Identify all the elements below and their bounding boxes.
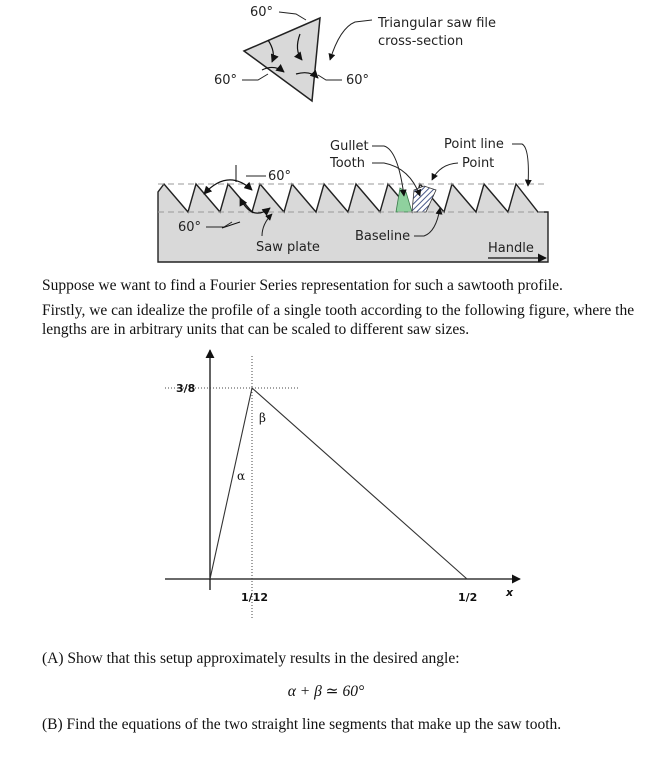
tooth-graph	[165, 350, 520, 620]
tooth-profile	[210, 388, 467, 579]
tooth-leader	[372, 163, 420, 196]
question-b: (B) Find the equations of the two straight line segments that make up the saw tooth.	[42, 716, 562, 733]
tooth-angle-upper-label: 60°	[268, 169, 292, 184]
angle-equation: α + β ≃ 60°	[287, 683, 365, 700]
baseline-label: Baseline	[355, 229, 411, 244]
tooth-label: Tooth	[330, 156, 365, 171]
beta-label: β	[259, 411, 266, 425]
file-label-leader	[330, 20, 372, 60]
tooth-angle-lower-label: 60°	[178, 220, 202, 235]
right-angle-leader	[318, 75, 342, 80]
x-tick-label-2: 1/2	[458, 591, 478, 604]
point-label: Point	[462, 156, 495, 171]
top-angle-leader	[279, 12, 306, 20]
saw-plate-label: Saw plate	[256, 240, 320, 255]
handle-label: Handle	[488, 241, 534, 256]
triangle-left-angle-label: 60°	[214, 73, 238, 88]
point-leader	[432, 163, 458, 180]
x-tick-label-1: 1/12	[241, 591, 268, 604]
file-label-line2: cross-section	[378, 34, 464, 49]
y-tick-label: 3/8	[176, 382, 196, 395]
idealize-paragraph: Firstly, we can idealize the profile of a single tooth according to the following figure, where the lengths are in arbitrary units that can be scaled to different saw sizes.	[42, 302, 635, 338]
triangle-right-angle-label: 60°	[346, 73, 370, 88]
file-triangle	[244, 18, 320, 101]
file-label-line1: Triangular saw file	[378, 16, 497, 31]
point-line-leader	[512, 144, 528, 186]
alpha-label: α	[237, 469, 246, 483]
gullet-label: Gullet	[330, 139, 369, 154]
gullet-highlight	[396, 188, 412, 212]
left-angle-leader	[242, 74, 268, 80]
x-axis-label: x	[506, 586, 514, 599]
question-a: (A) Show that this setup approximately results in the desired angle:	[42, 650, 460, 667]
file-cross-section	[214, 5, 496, 101]
triangle-top-angle-label: 60°	[250, 5, 274, 20]
saw-plate-figure	[158, 137, 548, 262]
point-line-label: Point line	[444, 137, 504, 152]
intro-paragraph: Suppose we want to find a Fourier Series representation for such a sawtooth profile.	[42, 277, 563, 294]
